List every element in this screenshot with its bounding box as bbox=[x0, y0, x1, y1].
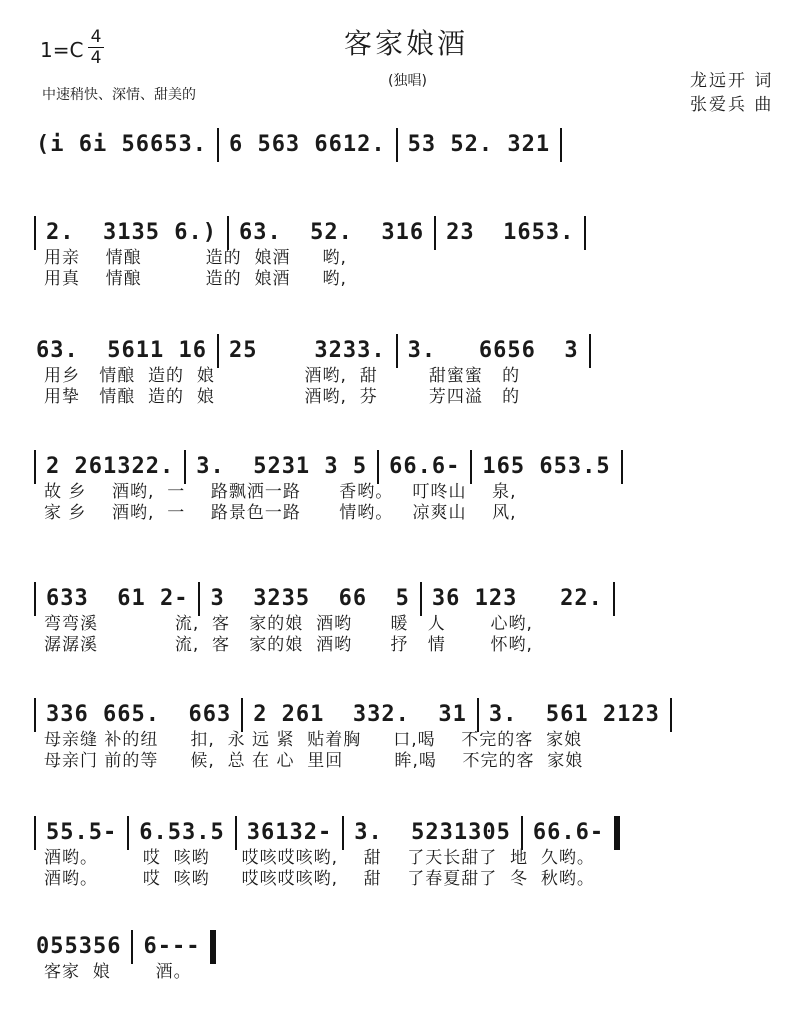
lyric-verse-1: 客家 娘 酒。 bbox=[44, 962, 192, 982]
lyricist-credit: 龙远开 词 bbox=[690, 71, 774, 91]
notation-line bbox=[30, 452, 782, 482]
notation-line bbox=[30, 700, 782, 730]
measure: 2 261 332. 31 bbox=[253, 702, 467, 727]
lyric-verse-1: 酒哟。 哎 咳哟 哎咳哎咳哟, 甜 了天长甜了 地 久哟。 bbox=[44, 848, 595, 868]
time-signature bbox=[88, 28, 104, 67]
barline bbox=[584, 216, 586, 250]
lyric-verse-1: 用乡 情酿 造的 娘 酒哟, 甜 甜蜜蜜 的 bbox=[44, 366, 521, 386]
lyric-verse-2: 家 乡 酒哟, 一 路景色一路 情哟。 凉爽山 风, bbox=[44, 503, 517, 523]
barline bbox=[589, 334, 591, 368]
measure: 23 1653. bbox=[446, 220, 575, 245]
time-signature-bottom: 4 bbox=[90, 48, 102, 68]
barline bbox=[34, 450, 36, 484]
time-signature-top: 4 bbox=[90, 27, 102, 47]
measure: 3. 6656 3 bbox=[407, 338, 579, 363]
measure: 3. 561 2123 bbox=[488, 702, 660, 727]
measure: 165 653.5 bbox=[482, 454, 611, 479]
music-system bbox=[30, 584, 782, 656]
barline bbox=[34, 816, 36, 850]
measure: 36132- bbox=[246, 820, 333, 845]
measure: 6.53.5 bbox=[139, 820, 225, 845]
measure: 3. 5231 3 5 bbox=[196, 454, 368, 479]
barline bbox=[477, 698, 479, 732]
barline bbox=[131, 930, 133, 964]
final-barline bbox=[614, 816, 620, 850]
lyric-verse-2: 用挚 情酿 造的 娘 酒哟, 芬 芳四溢 的 bbox=[44, 387, 521, 407]
measure: 63. 5611 16 bbox=[36, 338, 207, 363]
music-system bbox=[30, 218, 782, 290]
barline bbox=[184, 450, 186, 484]
barline bbox=[34, 582, 36, 616]
music-system bbox=[30, 130, 782, 160]
measure: (i 6i 56653. bbox=[36, 132, 207, 157]
lyric-verse-1: 故 乡 酒哟, 一 路飘洒一路 香哟。 叮咚山 泉, bbox=[44, 482, 517, 502]
barline bbox=[470, 450, 472, 484]
notation-line bbox=[30, 818, 782, 848]
tempo-marking: 中速稍快、深情、甜美的 bbox=[42, 87, 196, 103]
barline bbox=[560, 128, 562, 162]
barline bbox=[396, 334, 398, 368]
music-system bbox=[30, 932, 782, 983]
lyric-verse-1: 母亲缝 补的纽 扣, 永 远 紧 贴着胸 口,喝 不完的客 家娘 bbox=[44, 730, 583, 750]
measure: 36 123 22. bbox=[431, 586, 603, 611]
measure: 633 61 2- bbox=[46, 586, 189, 611]
measure: 055356 bbox=[36, 934, 122, 959]
lyric-verse-2: 潺潺溪 流, 客 家的娘 酒哟 抒 情 怀哟, bbox=[44, 635, 533, 655]
notation-line bbox=[30, 584, 782, 614]
barline bbox=[621, 450, 623, 484]
barline bbox=[613, 582, 615, 616]
lyric-verse-1: 弯弯溪 流, 客 家的娘 酒哟 暖 人 心哟, bbox=[44, 614, 533, 634]
notation-line bbox=[30, 130, 782, 160]
measure: 53 52. 321 bbox=[407, 132, 551, 157]
music-system bbox=[30, 452, 782, 524]
measure: 25 3233. bbox=[228, 338, 386, 363]
song-subtitle: (独唱) bbox=[388, 73, 427, 89]
measure: 66.6- bbox=[389, 454, 461, 479]
barline bbox=[377, 450, 379, 484]
final-barline bbox=[210, 930, 216, 964]
barline bbox=[241, 698, 243, 732]
measure: 2 261322. bbox=[46, 454, 175, 479]
measure: 2. 3135 6.) bbox=[46, 220, 217, 245]
measure: 6--- bbox=[143, 934, 201, 959]
measure: 3. 5231305 bbox=[354, 820, 511, 845]
lyric-verse-2: 酒哟。 哎 咳哟 哎咳哎咳哟, 甜 了春夏甜了 冬 秋哟。 bbox=[44, 869, 595, 889]
song-title: 客家娘酒 bbox=[344, 27, 469, 60]
barline bbox=[127, 816, 129, 850]
composer-credit: 张爱兵 曲 bbox=[690, 95, 774, 115]
measure: 3 3235 66 5 bbox=[210, 586, 410, 611]
measure: 6 563 6612. bbox=[228, 132, 386, 157]
notation-line bbox=[30, 932, 782, 962]
barline bbox=[342, 816, 344, 850]
barline bbox=[198, 582, 200, 616]
notation-line bbox=[30, 218, 782, 248]
barline bbox=[420, 582, 422, 616]
measure: 63. 52. 316 bbox=[238, 220, 425, 245]
music-system bbox=[30, 336, 782, 408]
key-signature: 1=C bbox=[40, 38, 84, 62]
measure: 55.5- bbox=[46, 820, 118, 845]
barline bbox=[670, 698, 672, 732]
barline bbox=[235, 816, 237, 850]
notation-line bbox=[30, 336, 782, 366]
lyric-verse-2: 用真 情酿 造的 娘酒 哟, bbox=[44, 269, 347, 289]
barline bbox=[217, 334, 219, 368]
barline bbox=[34, 216, 36, 250]
barline bbox=[34, 698, 36, 732]
barline bbox=[227, 216, 229, 250]
barline bbox=[217, 128, 219, 162]
lyric-verse-1: 用亲 情酿 造的 娘酒 哟, bbox=[44, 248, 347, 268]
music-system bbox=[30, 700, 782, 772]
barline bbox=[521, 816, 523, 850]
lyric-verse-2: 母亲门 前的等 候, 总 在 心 里回 眸,喝 不完的客 家娘 bbox=[44, 751, 584, 771]
measure: 336 665. 663 bbox=[46, 702, 232, 727]
music-system bbox=[30, 818, 782, 890]
barline bbox=[434, 216, 436, 250]
measure: 66.6- bbox=[532, 820, 605, 845]
barline bbox=[396, 128, 398, 162]
